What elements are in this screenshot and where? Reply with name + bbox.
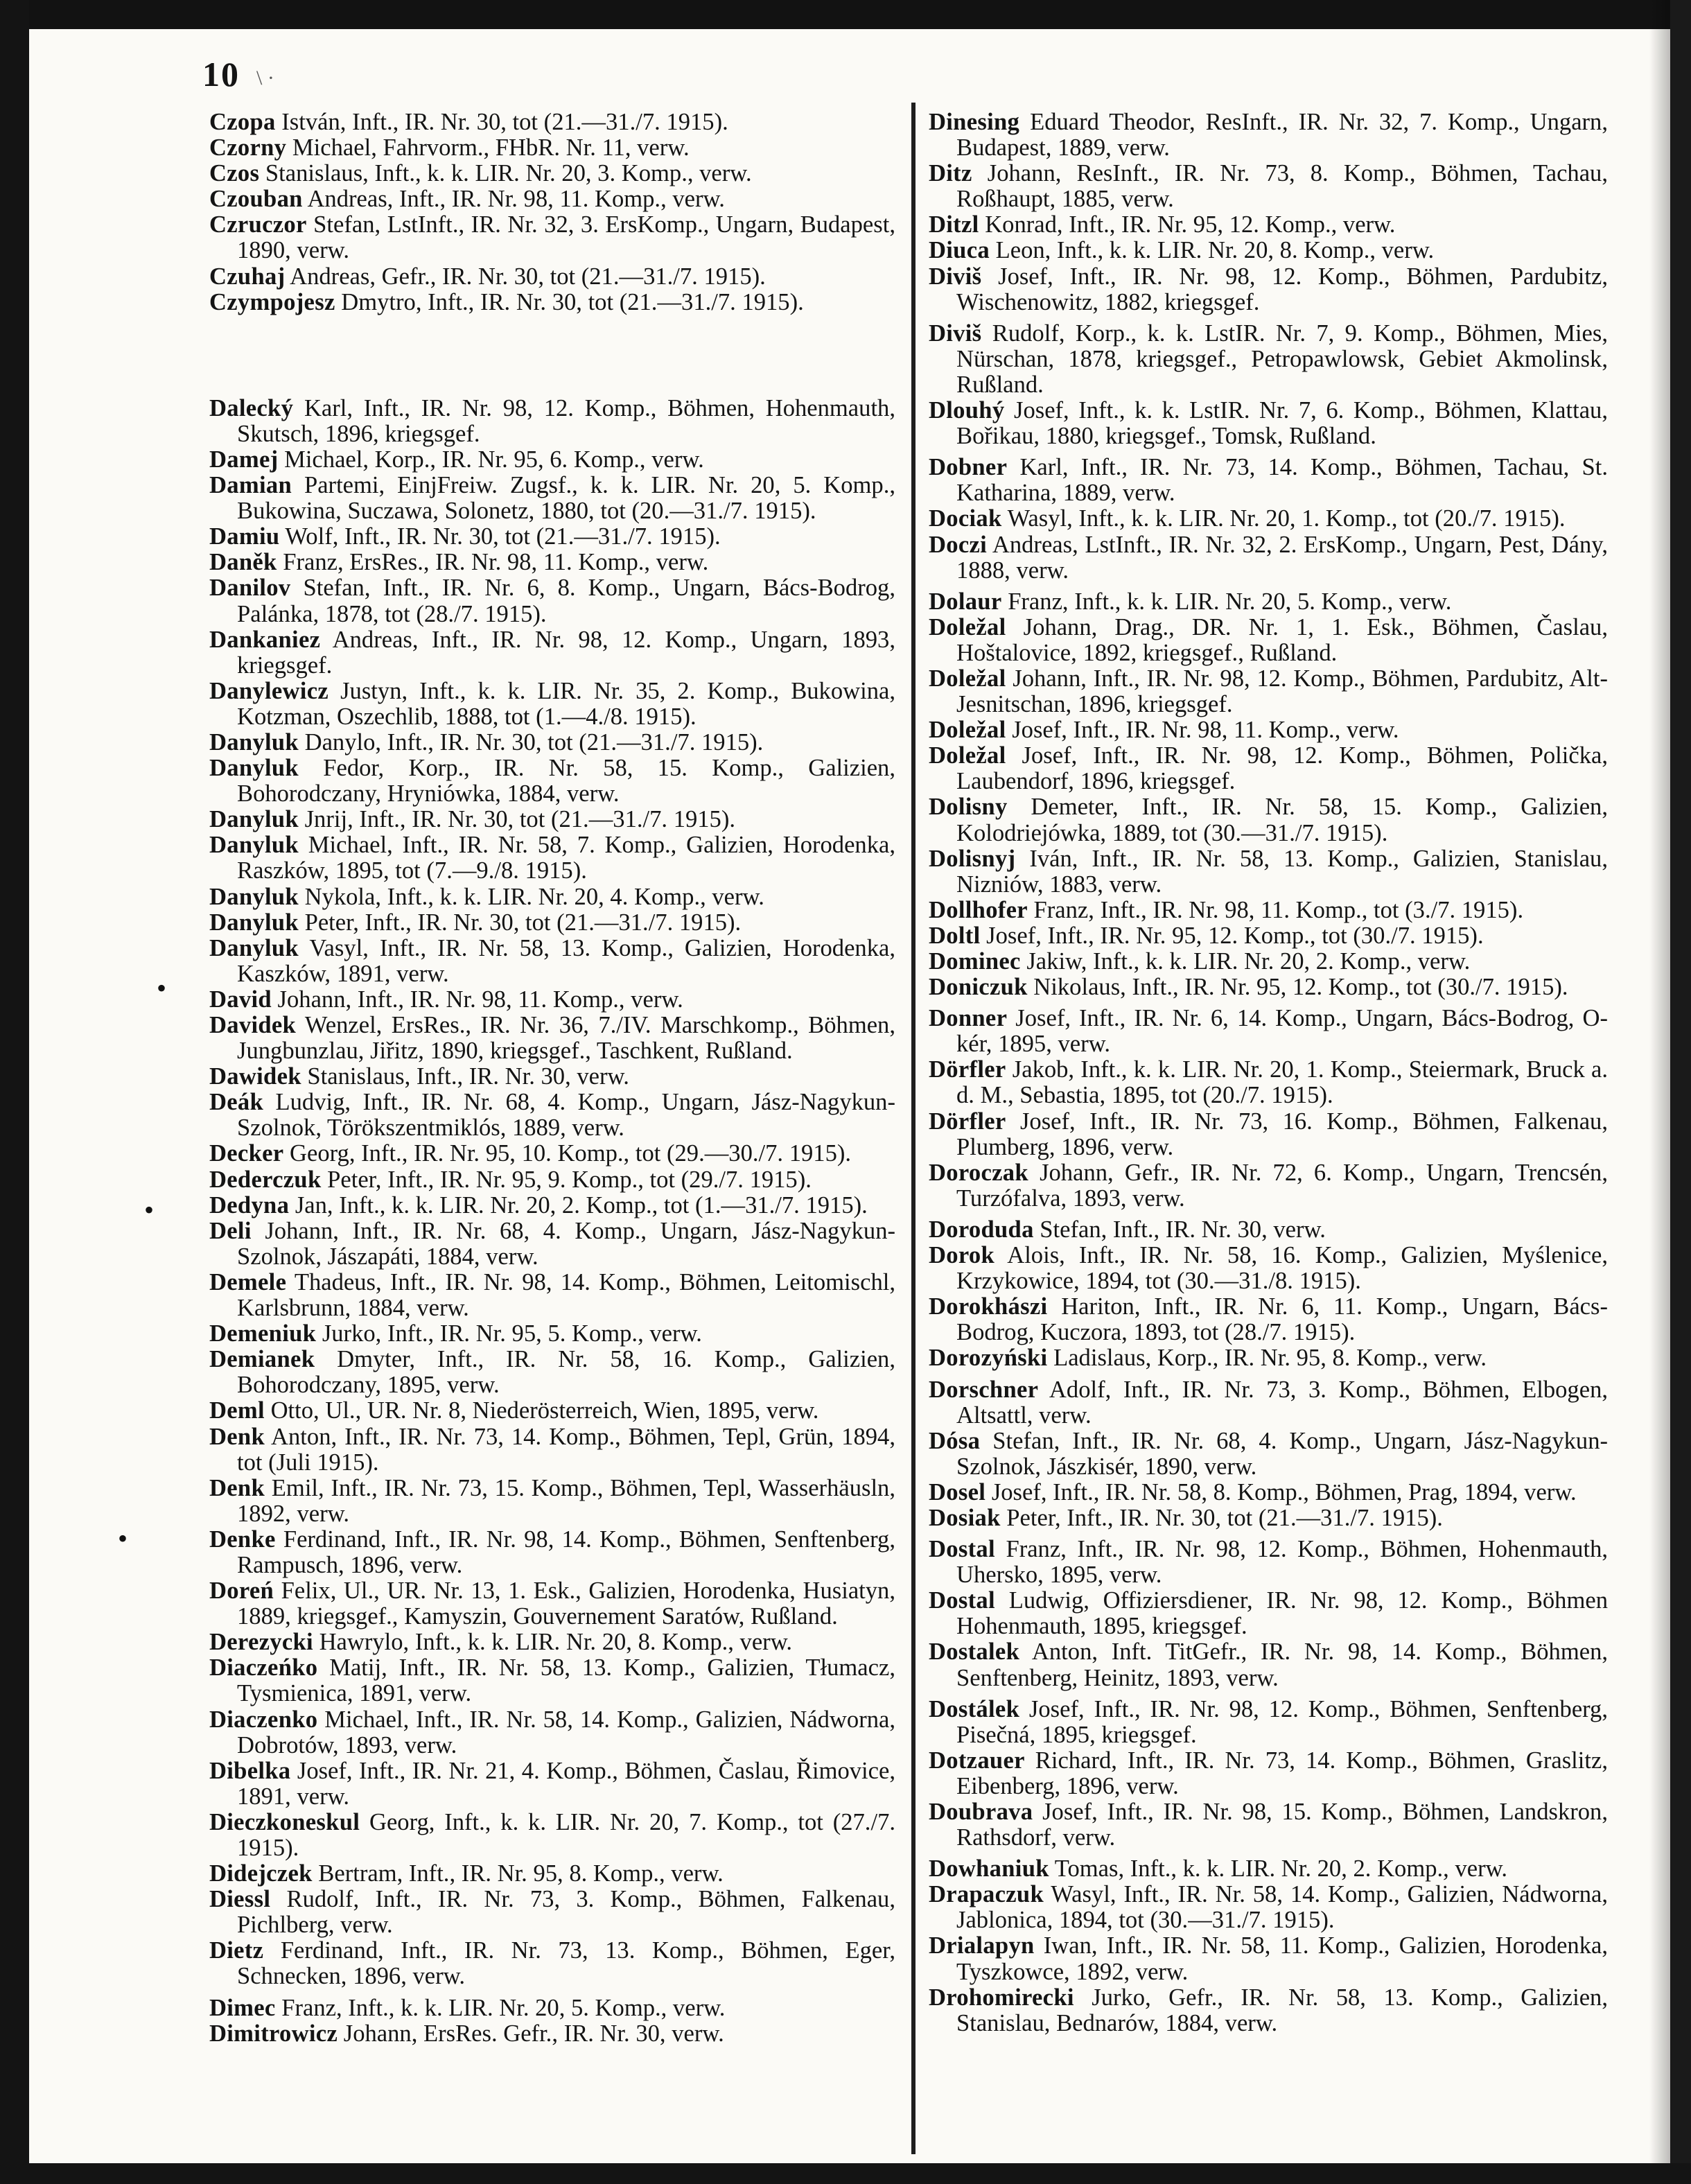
register-entry <box>209 910 895 936</box>
entry-details: Franz, Inft., IR. Nr. 98, 11. Komp., tot (3./7. 1915). <box>1027 896 1524 923</box>
entry-surname: Dalecký <box>209 394 294 421</box>
entry-details: Jakiw, Inft., k. k. LIR. Nr. 20, 2. Komp., verw. <box>1020 948 1471 975</box>
entry-details: Wasyl, Inft., k. k. LIR. Nr. 20, 1. Komp., tot (20./7. 1915). <box>1001 505 1566 532</box>
entry-details: Wasyl, Inft., IR. Nr. 58, 14. Komp., Galizien, Nádworna, Jablonica, 1894, tot (30.—31./7. 1915). <box>956 1881 1608 1934</box>
register-entry <box>929 1505 1608 1531</box>
entry-details: Dmytro, Inft., IR. Nr. 30, tot (21.—31./7. 1915). <box>335 288 804 315</box>
entry-surname: Diviš <box>929 320 982 347</box>
register-entry <box>209 936 895 987</box>
entry-surname: Daněk <box>209 549 277 576</box>
entry-details: Josef, Inft., IR. Nr. 95, 12. Komp., tot (30./7. 1915). <box>980 922 1484 949</box>
entry-surname: Diuca <box>929 237 990 264</box>
register-entry <box>929 1109 1608 1160</box>
scan-border-bottom <box>0 2163 1691 2184</box>
entry-surname: Damiu <box>209 523 280 550</box>
entry-details: Nykola, Inft., k. k. LIR. Nr. 20, 4. Komp., verw. <box>298 883 764 910</box>
entry-details: Josef, Inft., IR. Nr. 98, 15. Komp., Böhmen, Landskron, Rathsdorf, verw. <box>956 1799 1608 1851</box>
register-entry <box>209 575 895 627</box>
entry-details: Peter, Inft., IR. Nr. 30, tot (21.—31./7. 1915). <box>298 909 742 936</box>
entry-surname: Dörfler <box>929 1056 1006 1083</box>
register-entry <box>209 730 895 755</box>
entry-details: Georg, Inft., IR. Nr. 95, 10. Komp., tot (29.—30./7. 1915). <box>283 1140 852 1167</box>
entry-surname: Dedyna <box>209 1191 290 1218</box>
entry-details: Stefan, Inft., IR. Nr. 6, 8. Komp., Ungarn, Bács-Bodrog, Palánka, 1878, tot (28./7. 1915). <box>237 575 895 627</box>
register-entry <box>929 1799 1608 1851</box>
margin-dot: • <box>118 1523 128 1554</box>
register-entry <box>209 1476 895 1527</box>
entry-surname: Doležal <box>929 613 1006 640</box>
entry-details: Hariton, Inft., IR. Nr. 6, 11. Komp., Ungarn, Bács-Bodrog, Kuczora, 1893, tot (28./7. 1915). <box>956 1293 1608 1346</box>
register-entry <box>209 212 895 263</box>
entry-surname: Dörfler <box>929 1108 1006 1135</box>
entry-surname: Dociak <box>929 505 1002 532</box>
entry-surname: Danyluk <box>209 755 299 782</box>
entry-surname: Dederczuk <box>209 1166 322 1193</box>
entry-surname: Dósa <box>929 1427 981 1454</box>
entry-surname: Demianek <box>209 1346 315 1373</box>
entry-details: Fedor, Korp., IR. Nr. 58, 15. Komp., Galizien, Bohorodczany, Hryniówka, 1884, verw. <box>237 755 895 807</box>
register-entry <box>929 212 1608 238</box>
entry-details: Michael, Inft., IR. Nr. 58, 7. Komp., Galizien, Horodenka, Raszków, 1895, tot (7.—9./8. 1915). <box>237 832 895 884</box>
entry-details: Ludvig, Inft., IR. Nr. 68, 4. Komp., Ungarn, Jász-Nagykun-Szolnok, Törökszentmiklós, 1889, verw. <box>237 1089 895 1142</box>
entry-details: Johann, ResInft., IR. Nr. 73, 8. Komp., Böhmen, Tachau, Roßhaupt, 1885, verw. <box>956 160 1608 213</box>
register-entry <box>929 1294 1608 1345</box>
register-entry <box>929 615 1608 666</box>
register-entry <box>929 161 1608 212</box>
entry-details: Justyn, Inft., k. k. LIR. Nr. 35, 2. Komp., Bukowina, Kotzman, Oszechlib, 1888, tot (1.—4./8. 1915). <box>237 677 895 730</box>
entry-details: Andreas, Inft., IR. Nr. 98, 12. Komp., Ungarn, 1893, kriegsgef. <box>237 626 895 679</box>
entry-surname: Dowhaniuk <box>929 1855 1049 1882</box>
register-entry <box>209 755 895 807</box>
entry-surname: Dorok <box>929 1242 995 1269</box>
margin-dot: • <box>144 1194 155 1225</box>
entry-details: Karl, Inft., IR. Nr. 73, 14. Komp., Böhmen, Tachau, St. Katharina, 1889, verw. <box>956 454 1608 507</box>
entry-surname: Doniczuk <box>929 974 1028 1001</box>
register-entry <box>929 1537 1608 1588</box>
entry-details: Konrad, Inft., IR. Nr. 95, 12. Komp., verw. <box>979 211 1396 238</box>
entry-surname: Danyluk <box>209 806 299 833</box>
register-entry <box>209 1655 895 1706</box>
register-entry <box>929 1480 1608 1505</box>
entry-surname: Dieczkoneskul <box>209 1808 360 1835</box>
entry-surname: Donner <box>929 1005 1008 1032</box>
register-entry <box>209 832 895 884</box>
register-entry <box>929 1243 1608 1294</box>
entry-surname: Drapaczuk <box>929 1881 1044 1908</box>
entry-details: Andreas, Gefr., IR. Nr. 30, tot (21.—31./7. 1915). <box>285 263 766 290</box>
entry-details: Johann, Inft., IR. Nr. 68, 4. Komp., Ungarn, Jász-Nagykun-Szolnok, Jászapáti, 1884, verw. <box>237 1217 895 1270</box>
entry-details: Stanislaus, Inft., IR. Nr. 30, verw. <box>301 1063 629 1090</box>
register-entry <box>929 1057 1608 1108</box>
register-entry <box>209 186 895 212</box>
register-entry <box>209 1707 895 1758</box>
entry-surname: Diessl <box>209 1886 271 1913</box>
entry-details: Johann, Drag., DR. Nr. 1, 1. Esk., Böhmen, Časlau, Hoštalovice, 1892, kriegsgef., Rußland. <box>956 613 1608 666</box>
entry-details: Anton, Inft., IR. Nr. 73, 14. Komp., Böhmen, Tepl, Grün, 1894, tot (Juli 1915). <box>237 1423 895 1476</box>
entry-details: Demeter, Inft., IR. Nr. 58, 15. Komp., Galizien, Kolodriejówka, 1889, tot (30.—31./7. 1915). <box>956 794 1608 846</box>
entry-surname: Dostalek <box>929 1639 1020 1666</box>
entry-details: Nikolaus, Inft., IR. Nr. 95, 12. Komp., tot (30./7. 1915). <box>1027 974 1568 1001</box>
register-entry <box>209 1347 895 1398</box>
register-entry <box>209 1013 895 1064</box>
entry-surname: Dolisnyj <box>929 845 1016 872</box>
entry-surname: Denk <box>209 1474 265 1501</box>
entry-surname: Czruczor <box>209 211 307 238</box>
entry-surname: Dawidek <box>209 1063 301 1090</box>
entry-spacer <box>209 315 895 396</box>
entry-details: Josef, Inft., IR. Nr. 21, 4. Komp., Böhmen, Časlau, Řimovice, 1891, verw. <box>237 1757 895 1810</box>
scan-border-right <box>1670 0 1691 2184</box>
entry-surname: Doležal <box>929 717 1006 744</box>
register-entry <box>929 264 1608 315</box>
register-entry <box>209 1424 895 1476</box>
entry-details: Matij, Inft., IR. Nr. 58, 13. Komp., Galizien, Tłumacz, Tysmienica, 1891, verw. <box>237 1654 895 1707</box>
register-entry <box>209 1064 895 1090</box>
register-entry <box>929 506 1608 532</box>
entry-surname: Deml <box>209 1397 265 1424</box>
entry-details: Jakob, Inft., k. k. LIR. Nr. 20, 1. Komp., Steiermark, Bruck a. d. M., Sebastia, 1895, tot (20./7. 1915). <box>956 1056 1608 1109</box>
entry-details: Wenzel, ErsRes., IR. Nr. 36, 7./IV. Marschkomp., Böhmen, Jungbunzlau, Jiřitz, 1890, kriegsgef., Taschkent, Rußland. <box>237 1012 895 1065</box>
entry-details: Michael, Korp., IR. Nr. 95, 6. Komp., verw. <box>278 446 704 473</box>
register-entry <box>929 1985 1608 2036</box>
entry-details: Johann, Gefr., IR. Nr. 72, 6. Komp., Ungarn, Trencsén, Turzófalva, 1893, verw. <box>956 1159 1608 1212</box>
entry-details: Rudolf, Inft., IR. Nr. 73, 3. Komp., Böhmen, Falkenau, Pichlberg, verw. <box>237 1886 895 1939</box>
entry-details: Vasyl, Inft., IR. Nr. 58, 13. Komp., Galizien, Horodenka, Kaszków, 1891, verw. <box>237 934 895 987</box>
entry-details: Josef, Inft., IR. Nr. 73, 16. Komp., Böhmen, Falkenau, Plumberg, 1896, verw. <box>956 1108 1608 1160</box>
entry-surname: Dorokhászi <box>929 1293 1048 1320</box>
entry-surname: Danilov <box>209 575 291 602</box>
entry-surname: Dosel <box>929 1478 986 1505</box>
entry-details: Eduard Theodor, ResInft., IR. Nr. 32, 7. Komp., Ungarn, Budapest, 1889, verw. <box>956 109 1608 161</box>
entry-surname: Dlouhý <box>929 397 1005 424</box>
entry-details: Ferdinand, Inft., IR. Nr. 98, 14. Komp., Böhmen, Senftenberg, Rampusch, 1896, verw. <box>237 1526 895 1578</box>
entry-surname: Doležal <box>929 665 1006 692</box>
register-entry <box>209 524 895 550</box>
entry-surname: Danyluk <box>209 883 299 910</box>
register-entry <box>929 1217 1608 1243</box>
entry-details: Johann, Inft., IR. Nr. 98, 11. Komp., verw. <box>271 986 683 1013</box>
entry-surname: Dosiak <box>929 1504 1001 1531</box>
register-entry <box>929 1748 1608 1799</box>
entry-surname: Deli <box>209 1217 252 1244</box>
entry-details: Jurko, Gefr., IR. Nr. 58, 13. Komp., Galizien, Stanislau, Bednarów, 1884, verw. <box>956 1984 1608 2036</box>
entry-surname: Czouban <box>209 186 303 213</box>
entry-surname: Diaczenko <box>209 1706 318 1733</box>
entry-surname: Danyluk <box>209 909 299 936</box>
entry-surname: Damej <box>209 446 279 473</box>
entry-details: Ladislaus, Korp., IR. Nr. 95, 8. Komp., verw. <box>1047 1345 1487 1372</box>
register-entry <box>209 396 895 447</box>
entry-surname: Danyluk <box>209 832 299 859</box>
entry-details: Partemi, EinjFreiw. Zugsf., k. k. LIR. Nr. 20, 5. Komp., Bukowina, Suczawa, Solonetz, 1880, tot (20.—31./7. 1915). <box>237 472 895 525</box>
entry-details: Tomas, Inft., k. k. LIR. Nr. 20, 2. Komp., verw. <box>1049 1855 1507 1882</box>
column-divider <box>911 103 915 2154</box>
register-entry <box>209 1995 895 2021</box>
entry-surname: Dibelka <box>209 1757 291 1784</box>
entry-details: Dmyter, Inft., IR. Nr. 58, 16. Komp., Galizien, Bohorodczany, 1895, verw. <box>237 1346 895 1399</box>
register-entry <box>209 1321 895 1347</box>
entry-surname: Doubrava <box>929 1799 1033 1825</box>
register-entry <box>929 1377 1608 1429</box>
entry-surname: Doczi <box>929 531 988 558</box>
entry-surname: Dimec <box>209 1994 276 2021</box>
register-entry <box>929 110 1608 161</box>
entry-details: Jnrij, Inft., IR. Nr. 30, tot (21.—31./7. 1915). <box>298 806 736 833</box>
entry-surname: Ditz <box>929 160 972 187</box>
register-entry <box>929 794 1608 846</box>
entry-details: Ludwig, Offiziersdiener, IR. Nr. 98, 12. Komp., Böhmen Hohenmauth, 1895, kriegsgef. <box>956 1587 1608 1640</box>
entry-details: Alois, Inft., IR. Nr. 58, 16. Komp., Galizien, Myślenice, Krzykowice, 1894, tot (30.—31./8. 1915). <box>956 1242 1608 1295</box>
register-entry <box>209 807 895 832</box>
entry-surname: Czympojesz <box>209 288 335 315</box>
register-entry <box>209 1527 895 1578</box>
entry-details: Stefan, Inft., IR. Nr. 30, verw. <box>1033 1216 1326 1243</box>
register-entry <box>929 1006 1608 1057</box>
entry-surname: Doležal <box>929 742 1006 769</box>
entry-surname: Czos <box>209 160 260 187</box>
register-entry <box>929 321 1608 398</box>
register-entry <box>209 1218 895 1270</box>
entry-details: Stanislaus, Inft., k. k. LIR. Nr. 20, 3. Komp., verw. <box>259 160 752 187</box>
entry-surname: Dostálek <box>929 1695 1020 1722</box>
entry-surname: Dostal <box>929 1587 995 1614</box>
scan-border-top <box>0 0 1691 29</box>
register-entry <box>929 1697 1608 1748</box>
register-entry <box>929 238 1608 263</box>
register-entry <box>209 447 895 473</box>
entry-details: Josef, Inft., IR. Nr. 6, 14. Komp., Ungarn, Bács-Bodrog, O-kér, 1895, verw. <box>956 1005 1608 1058</box>
register-entry <box>209 1270 895 1321</box>
register-entry <box>929 1160 1608 1212</box>
entry-details: Emil, Inft., IR. Nr. 73, 15. Komp., Böhmen, Tepl, Wasserhäusln, 1892, verw. <box>237 1474 895 1527</box>
entry-surname: Damian <box>209 472 292 499</box>
register-entry <box>209 884 895 910</box>
entry-details: Franz, Inft., k. k. LIR. Nr. 20, 5. Komp., verw. <box>1001 588 1452 615</box>
entry-details: Franz, Inft., k. k. LIR. Nr. 20, 5. Komp., verw. <box>275 1994 726 2021</box>
register-entry <box>929 1882 1608 1933</box>
register-entry <box>929 398 1608 449</box>
entry-surname: Dimitrowicz <box>209 2020 338 2047</box>
entry-surname: Dollhofer <box>929 896 1028 923</box>
register-entry <box>929 846 1608 898</box>
entry-details: Michael, Fahrvorm., FHbR. Nr. 11, verw. <box>286 134 690 161</box>
register-entry <box>929 589 1608 615</box>
entry-surname: Drohomirecki <box>929 1984 1074 2011</box>
register-entry <box>209 1938 895 1989</box>
page-number: 10 <box>202 55 240 94</box>
entry-details: Andreas, Inft., IR. Nr. 98, 11. Komp., verw. <box>302 186 725 213</box>
entry-details: Karl, Inft., IR. Nr. 98, 12. Komp., Böhmen, Hohenmauth, Skutsch, 1896, kriegsgef. <box>237 394 895 447</box>
register-entry <box>209 2021 895 2047</box>
entry-details: Josef, Inft., IR. Nr. 98, 12. Komp., Böhmen, Polička, Laubendorf, 1896, kriegsgef. <box>956 742 1608 795</box>
register-entry <box>929 743 1608 794</box>
register-entry <box>209 264 895 290</box>
register-entry <box>209 1167 895 1193</box>
entry-details: Anton, Inft. TitGefr., IR. Nr. 98, 14. Komp., Böhmen, Senftenberg, Heinitz, 1893, verw. <box>956 1639 1608 1691</box>
entry-surname: David <box>209 986 272 1013</box>
entry-surname: Dostal <box>929 1536 995 1563</box>
margin-dot: • <box>157 972 167 1004</box>
right-column <box>929 110 1608 2036</box>
entry-surname: Doroduda <box>929 1216 1034 1243</box>
entry-details: Josef, Inft., IR. Nr. 98, 12. Komp., Böhmen, Pardubitz, Wischenowitz, 1882, kriegsgef. <box>956 263 1608 315</box>
register-entry <box>209 1887 895 1938</box>
entry-details: Franz, Inft., IR. Nr. 98, 12. Komp., Böhmen, Hohenmauth, Uhersko, 1895, verw. <box>956 1536 1608 1589</box>
entry-details: Johann, Inft., IR. Nr. 98, 12. Komp., Böhmen, Pardubitz, Alt-Jesnitschan, 1896, kriegsgef. <box>956 665 1608 718</box>
entry-surname: Doltl <box>929 922 981 949</box>
entry-details: Iván, Inft., IR. Nr. 58, 13. Komp., Galizien, Stanislau, Nizniów, 1883, verw. <box>956 845 1608 898</box>
entry-details: Peter, Inft., IR. Nr. 30, tot (21.—31./7. 1915). <box>1000 1504 1443 1531</box>
entry-surname: Drialapyn <box>929 1932 1035 1959</box>
entry-details: Danylo, Inft., IR. Nr. 30, tot (21.—31./7. 1915). <box>298 728 764 755</box>
entry-details: Hawrylo, Inft., k. k. LIR. Nr. 20, 8. Komp., verw. <box>313 1629 793 1656</box>
entry-surname: Dominec <box>929 948 1021 975</box>
register-entry <box>209 679 895 730</box>
entry-details: Adolf, Inft., IR. Nr. 73, 3. Komp., Böhmen, Elbogen, Altsattl, verw. <box>956 1376 1608 1429</box>
entry-details: Bertram, Inft., IR. Nr. 95, 8. Komp., verw. <box>312 1860 724 1887</box>
entry-details: Jan, Inft., k. k. LIR. Nr. 20, 2. Komp., tot (1.—31./7. 1915). <box>289 1191 868 1218</box>
scan-shadow-right <box>1649 0 1670 2184</box>
entry-surname: Dorozyński <box>929 1345 1048 1372</box>
entry-details: Andreas, LstInft., IR. Nr. 32, 2. ErsKomp., Ungarn, Pest, Dány, 1888, verw. <box>956 531 1608 584</box>
register-entry <box>929 1856 1608 1882</box>
entry-surname: Dolaur <box>929 588 1002 615</box>
register-entry <box>209 1141 895 1167</box>
scan-border-left <box>0 0 29 2184</box>
entry-details: Felix, Ul., UR. Nr. 13, 1. Esk., Galizien, Horodenka, Husiatyn, 1889, kriegsgef., Kamyszin, Gouvernement Saratów, Rußland. <box>237 1578 895 1630</box>
entry-details: Peter, Inft., IR. Nr. 95, 9. Komp., tot (29./7. 1915). <box>321 1166 812 1193</box>
register-entry <box>209 290 895 315</box>
entry-details: Michael, Inft., IR. Nr. 58, 14. Komp., Galizien, Nádworna, Dobrotów, 1893, verw. <box>237 1706 895 1758</box>
page-mark: \ · <box>256 67 274 89</box>
entry-surname: Doreń <box>209 1578 274 1605</box>
register-entry <box>929 898 1608 923</box>
entry-details: Johann, ErsRes. Gefr., IR. Nr. 30, verw. <box>338 2020 724 2047</box>
entry-surname: Demeniuk <box>209 1320 317 1347</box>
register-entry <box>209 1630 895 1655</box>
entry-details: Thadeus, Inft., IR. Nr. 98, 14. Komp., Böhmen, Leitomischl, Karlsbrunn, 1884, verw. <box>237 1268 895 1322</box>
entry-details: Leon, Inft., k. k. LIR. Nr. 20, 8. Komp., verw. <box>989 237 1435 264</box>
entry-details: István, Inft., IR. Nr. 30, tot (21.—31./7. 1915). <box>275 109 728 135</box>
entry-surname: Czopa <box>209 109 276 135</box>
entry-details: Josef, Inft., k. k. LstIR. Nr. 7, 6. Komp., Böhmen, Klattau, Bořikau, 1880, kriegsgef., Tomsk, Rußland. <box>956 397 1608 450</box>
register-entry <box>929 666 1608 717</box>
register-entry <box>209 1398 895 1424</box>
entry-surname: Dorschner <box>929 1376 1039 1403</box>
entry-surname: Dietz <box>209 1937 264 1964</box>
entry-surname: Danyluk <box>209 728 299 755</box>
register-entry <box>209 1758 895 1810</box>
register-entry <box>209 987 895 1013</box>
register-entry <box>929 1639 1608 1691</box>
entry-surname: Diaczeńko <box>209 1654 318 1681</box>
entry-details: Stefan, Inft., IR. Nr. 68, 4. Komp., Ungarn, Jász-Nagykun-Szolnok, Jászkisér, 1890, verw. <box>956 1427 1608 1480</box>
entry-surname: Ditzl <box>929 211 979 238</box>
entry-surname: Doroczak <box>929 1159 1028 1186</box>
entry-surname: Diviš <box>929 263 982 290</box>
entry-surname: Dobner <box>929 454 1008 481</box>
entry-details: Georg, Inft., k. k. LIR. Nr. 20, 7. Komp., tot (27./7. 1915). <box>237 1808 895 1861</box>
entry-surname: Didejczek <box>209 1860 313 1887</box>
register-entry <box>209 1090 895 1141</box>
register-entry <box>209 1810 895 1861</box>
entry-details: Otto, Ul., UR. Nr. 8, Niederösterreich, Wien, 1895, verw. <box>264 1397 819 1424</box>
entry-surname: Derezycki <box>209 1629 313 1656</box>
entry-surname: Czuhaj <box>209 263 286 290</box>
register-entry <box>929 1429 1608 1480</box>
entry-surname: Danylewicz <box>209 677 329 704</box>
register-entry <box>929 1933 1608 1984</box>
entry-details: Rudolf, Korp., k. k. LstIR. Nr. 7, 9. Komp., Böhmen, Mies, Nürschan, 1878, kriegsgef., Petropawlowsk, Gebiet Akmolinsk, Rußland. <box>956 320 1608 398</box>
entry-details: Josef, Inft., IR. Nr. 98, 12. Komp., Böhmen, Senftenberg, Pisečná, 1895, kriegsgef. <box>956 1695 1608 1748</box>
register-entry <box>929 1588 1608 1639</box>
entry-surname: Dankaniez <box>209 626 321 653</box>
left-column <box>209 110 895 2047</box>
register-entry <box>929 717 1608 743</box>
entry-details: Ferdinand, Inft., IR. Nr. 73, 13. Komp., Böhmen, Eger, Schnecken, 1896, verw. <box>237 1937 895 1990</box>
entry-surname: Dotzauer <box>929 1747 1025 1774</box>
entry-surname: Denke <box>209 1526 276 1553</box>
register-entry <box>209 1578 895 1630</box>
entry-details: Stefan, LstInft., IR. Nr. 32, 3. ErsKomp., Ungarn, Budapest, 1890, verw. <box>237 211 895 264</box>
register-entry <box>929 455 1608 506</box>
register-entry <box>209 161 895 186</box>
entry-details: Franz, ErsRes., IR. Nr. 98, 11. Komp., verw. <box>277 549 709 576</box>
register-entry <box>929 1345 1608 1371</box>
register-entry <box>929 923 1608 949</box>
entry-surname: Danyluk <box>209 934 299 961</box>
entry-details: Wolf, Inft., IR. Nr. 30, tot (21.—31./7. 1915). <box>279 523 721 550</box>
register-entry <box>929 949 1608 975</box>
register-entry <box>209 627 895 679</box>
entry-details: Iwan, Inft., IR. Nr. 58, 11. Komp., Galizien, Horodenka, Tyszkowce, 1892, verw. <box>956 1932 1608 1985</box>
register-entry <box>209 1861 895 1887</box>
register-entry <box>209 110 895 135</box>
register-entry <box>209 550 895 575</box>
register-entry <box>209 473 895 524</box>
entry-details: Richard, Inft., IR. Nr. 73, 14. Komp., Böhmen, Graslitz, Eibenberg, 1896, verw. <box>956 1747 1608 1799</box>
entry-details: Josef, Inft., IR. Nr. 58, 8. Komp., Böhmen, Prag, 1894, verw. <box>985 1478 1577 1505</box>
entry-surname: Davidek <box>209 1012 297 1038</box>
register-entry <box>929 975 1608 1000</box>
register-entry <box>929 532 1608 584</box>
entry-details: Jurko, Inft., IR. Nr. 95, 5. Komp., verw. <box>316 1320 702 1347</box>
entry-surname: Czorny <box>209 134 287 161</box>
entry-details: Josef, Inft., IR. Nr. 98, 11. Komp., verw. <box>1006 717 1399 744</box>
register-entry <box>209 1193 895 1218</box>
entry-surname: Demele <box>209 1268 287 1295</box>
entry-surname: Deák <box>209 1089 264 1116</box>
entry-surname: Dolisny <box>929 794 1008 821</box>
entry-surname: Decker <box>209 1140 284 1167</box>
entry-surname: Dinesing <box>929 109 1020 135</box>
register-entry <box>209 135 895 161</box>
entry-surname: Denk <box>209 1423 265 1450</box>
